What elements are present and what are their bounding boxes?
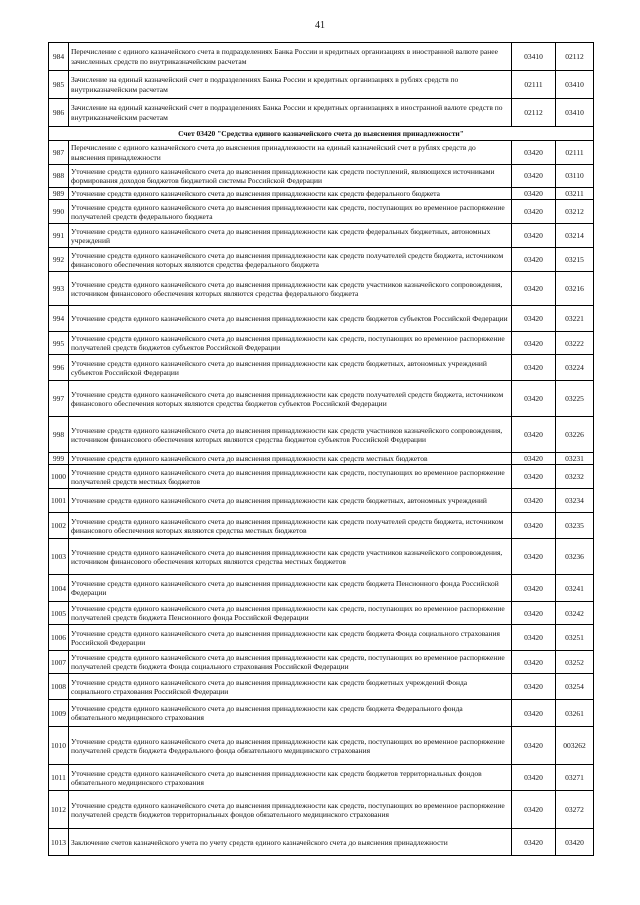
row-description: Уточнение средств единого казначейского счета до выяснения принадлежности как средств, поступающих во временное распоряжение получателей средств бюджета Федерального фонда обязательного медицинского страхования [69, 727, 512, 765]
table-row [49, 791, 594, 829]
debit-code: 03420 [512, 355, 556, 381]
credit-code: 03222 [556, 332, 594, 355]
credit-code: 03271 [556, 765, 594, 791]
credit-code: 03231 [556, 453, 594, 465]
credit-code: 02112 [556, 43, 594, 71]
debit-code: 02111 [512, 71, 556, 99]
row-description: Уточнение средств единого казначейского счета до выяснения принадлежности как средств бюджета Пенсионного фонда Российской Федерации [69, 575, 512, 602]
row-description: Уточнение средств единого казначейского счета до выяснения принадлежности как средств федеральных бюджетных, автономных учреждений [69, 224, 512, 248]
row-description: Уточнение средств единого казначейского счета до выяснения принадлежности как средств, поступающих во временное распоряжение получателей средств бюджета Пенсионного фонда Российской Федерации [69, 602, 512, 625]
row-description: Уточнение средств единого казначейского счета до выяснения принадлежности как средств поступлений, являющихся источниками формирования доходов бюджетов бюджетной системы Российской Федерации [69, 165, 512, 188]
row-number: 993 [49, 272, 69, 306]
row-description: Уточнение средств единого казначейского счета до выяснения принадлежности как средств, поступающих во временное распоряжение получателей средств федерального бюджета [69, 200, 512, 224]
row-description: Уточнение средств единого казначейского счета до выяснения принадлежности как средств, поступающих во временное распоряжение получателей средств бюджета Фонда социального страхования Российской Федерации [69, 651, 512, 674]
row-description: Перечисление с единого казначейского счета до выяснения принадлежности на единый казначейский счет в рублях средств до выяснения принадлежности [69, 141, 512, 165]
table-row [49, 489, 594, 513]
credit-code: 03261 [556, 700, 594, 727]
debit-code: 03420 [512, 165, 556, 188]
table-row [49, 332, 594, 355]
row-description: Уточнение средств единого казначейского счета до выяснения принадлежности как средств, поступающих во временное распоряжение получателей средств бюджетов территориальных фондов обязательного медицинского страхования [69, 791, 512, 829]
credit-code: 03241 [556, 575, 594, 602]
row-number: 1011 [49, 765, 69, 791]
table-row [49, 43, 594, 71]
row-description: Уточнение средств единого казначейского счета до выяснения принадлежности как средств получателей средств бюджета, источником финансового обеспечения которых являются средства бюджетов субъектов Российской Федерации [69, 381, 512, 417]
row-number: 1003 [49, 539, 69, 575]
credit-code: 03254 [556, 674, 594, 700]
row-description: Перечисление с единого казначейского счета в подразделениях Банка России и кредитных организациях в иностранной валюте ранее зачисленных средств по внутриказначейским расчетам [69, 43, 512, 71]
row-number: 990 [49, 200, 69, 224]
debit-code: 03420 [512, 651, 556, 674]
table-row [49, 99, 594, 127]
table-row [49, 417, 594, 453]
row-description: Уточнение средств единого казначейского счета до выяснения принадлежности как средств участников казначейского сопровождения, источником финансового обеспечения которых являются средства федерального бюджета [69, 272, 512, 306]
credit-code: 03410 [556, 99, 594, 127]
row-description: Уточнение средств единого казначейского счета до выяснения принадлежности как средств федерального бюджета [69, 188, 512, 200]
table-row [49, 200, 594, 224]
debit-code: 03420 [512, 381, 556, 417]
row-number: 994 [49, 306, 69, 332]
credit-code: 03215 [556, 248, 594, 272]
table-row [49, 381, 594, 417]
debit-code: 03420 [512, 272, 556, 306]
debit-code: 03420 [512, 791, 556, 829]
row-description: Уточнение средств единого казначейского счета до выяснения принадлежности как средств, поступающих во временное распоряжение получателей средств местных бюджетов [69, 465, 512, 489]
debit-code: 03420 [512, 248, 556, 272]
debit-code: 03420 [512, 224, 556, 248]
debit-code: 03420 [512, 200, 556, 224]
table-row [49, 355, 594, 381]
row-number: 988 [49, 165, 69, 188]
row-number: 984 [49, 43, 69, 71]
table-row [49, 71, 594, 99]
row-description: Уточнение средств единого казначейского счета до выяснения принадлежности как средств бюджетов территориальных фондов обязательного медицинского страхования [69, 765, 512, 791]
row-description: Уточнение средств единого казначейского счета до выяснения принадлежности как средств местных бюджетов [69, 453, 512, 465]
debit-code: 03420 [512, 625, 556, 651]
page-number: 41 [315, 20, 325, 31]
row-number: 991 [49, 224, 69, 248]
row-description: Уточнение средств единого казначейского счета до выяснения принадлежности как средств участников казначейского сопровождения, источником финансового обеспечения которых являются средства местных бюджетов [69, 539, 512, 575]
debit-code: 03420 [512, 765, 556, 791]
table-row [49, 765, 594, 791]
row-number: 1013 [49, 829, 69, 856]
table-row [49, 625, 594, 651]
debit-code: 03420 [512, 700, 556, 727]
credit-code: 03251 [556, 625, 594, 651]
row-description: Уточнение средств единого казначейского счета до выяснения принадлежности как средств участников казначейского сопровождения, источником финансового обеспечения которых являются средства бюджетов субъектов Российской Федерации [69, 417, 512, 453]
row-description: Уточнение средств единого казначейского счета до выяснения принадлежности как средств бюджетных, автономных учреждений субъектов Российской Федерации [69, 355, 512, 381]
row-description: Уточнение средств единого казначейского счета до выяснения принадлежности как средств бюджета Фонда социального страхования Российской Федерации [69, 625, 512, 651]
credit-code: 03224 [556, 355, 594, 381]
table-row [49, 651, 594, 674]
row-number: 1012 [49, 791, 69, 829]
table-row [49, 602, 594, 625]
credit-code: 03221 [556, 306, 594, 332]
row-number: 987 [49, 141, 69, 165]
debit-code: 03420 [512, 513, 556, 539]
row-number: 1005 [49, 602, 69, 625]
credit-code: 03226 [556, 417, 594, 453]
row-number: 996 [49, 355, 69, 381]
debit-code: 03420 [512, 453, 556, 465]
row-number: 1010 [49, 727, 69, 765]
debit-code: 03420 [512, 332, 556, 355]
credit-code: 03410 [556, 71, 594, 99]
row-description: Уточнение средств единого казначейского счета до выяснения принадлежности как средств бюджетных, автономных учреждений [69, 489, 512, 513]
credit-code: 03232 [556, 465, 594, 489]
debit-code: 03420 [512, 602, 556, 625]
row-description: Уточнение средств единого казначейского счета до выяснения принадлежности как средств, поступающих во временное распоряжение получателей средств бюджетов субъектов Российской Федерации [69, 332, 512, 355]
debit-code: 03420 [512, 306, 556, 332]
row-number: 1009 [49, 700, 69, 727]
row-number: 1001 [49, 489, 69, 513]
credit-code: 03110 [556, 165, 594, 188]
credit-code: 03242 [556, 602, 594, 625]
debit-code: 03420 [512, 539, 556, 575]
debit-code: 03420 [512, 727, 556, 765]
row-description: Уточнение средств единого казначейского счета до выяснения принадлежности как средств получателей средств бюджета, источником финансового обеспечения которых являются средства местных бюджетов [69, 513, 512, 539]
table-row [49, 513, 594, 539]
row-description: Зачисление на единый казначейский счет в подразделениях Банка России и кредитных организациях в рублях средств по внутриказначейским расчетам [69, 71, 512, 99]
debit-code: 03420 [512, 829, 556, 856]
debit-code: 03420 [512, 674, 556, 700]
debit-code: 03420 [512, 141, 556, 165]
row-description: Зачисление на единый казначейский счет в подразделениях Банка России и кредитных организациях в иностранной валюте средств по внутриказначейским расчетам [69, 99, 512, 127]
row-description: Заключение счетов казначейского учета по учету средств единого казначейского счета до выяснения принадлежности [69, 829, 512, 856]
row-number: 1004 [49, 575, 69, 602]
row-number: 1007 [49, 651, 69, 674]
debit-code: 03420 [512, 489, 556, 513]
credit-code: 03214 [556, 224, 594, 248]
table-body [49, 43, 594, 856]
table-row [49, 453, 594, 465]
credit-code: 03252 [556, 651, 594, 674]
table-row [49, 248, 594, 272]
debit-code: 02112 [512, 99, 556, 127]
row-number: 999 [49, 453, 69, 465]
debit-code: 03420 [512, 575, 556, 602]
table-row [49, 465, 594, 489]
row-number: 989 [49, 188, 69, 200]
credit-code: 03420 [556, 829, 594, 856]
row-number: 986 [49, 99, 69, 127]
credit-code: 03235 [556, 513, 594, 539]
debit-code: 03410 [512, 43, 556, 71]
row-number: 995 [49, 332, 69, 355]
table-row [49, 165, 594, 188]
section-title: Счет 03420 "Средства единого казначейского счета до выяснения принадлежности" [49, 127, 594, 141]
credit-code: 03234 [556, 489, 594, 513]
table-row [49, 727, 594, 765]
table-row [49, 272, 594, 306]
row-description: Уточнение средств единого казначейского счета до выяснения принадлежности как средств бюджета Федерального фонда обязательного медицинского страхования [69, 700, 512, 727]
credit-code: 03272 [556, 791, 594, 829]
credit-code: 03216 [556, 272, 594, 306]
row-number: 1000 [49, 465, 69, 489]
row-number: 985 [49, 71, 69, 99]
debit-code: 03420 [512, 417, 556, 453]
table-row [49, 306, 594, 332]
row-number: 1006 [49, 625, 69, 651]
table-row [49, 829, 594, 856]
table-row [49, 224, 594, 248]
credit-code: 03212 [556, 200, 594, 224]
table-row [49, 188, 594, 200]
credit-code: 003262 [556, 727, 594, 765]
credit-code: 03236 [556, 539, 594, 575]
table-row [49, 674, 594, 700]
credit-code: 03225 [556, 381, 594, 417]
section-header-row [49, 127, 594, 141]
credit-code: 02111 [556, 141, 594, 165]
row-number: 998 [49, 417, 69, 453]
table-row [49, 141, 594, 165]
table-row [49, 700, 594, 727]
row-description: Уточнение средств единого казначейского счета до выяснения принадлежности как средств получателей средств бюджета, источником финансового обеспечения которых являются средства федерального бюджета [69, 248, 512, 272]
accounting-table [48, 42, 594, 856]
credit-code: 03211 [556, 188, 594, 200]
debit-code: 03420 [512, 188, 556, 200]
row-number: 992 [49, 248, 69, 272]
debit-code: 03420 [512, 465, 556, 489]
row-description: Уточнение средств единого казначейского счета до выяснения принадлежности как средств бюджетных учреждений Фонда социального страхования Российской Федерации [69, 674, 512, 700]
row-number: 1002 [49, 513, 69, 539]
row-number: 1008 [49, 674, 69, 700]
table-row [49, 539, 594, 575]
row-description: Уточнение средств единого казначейского счета до выяснения принадлежности как средств бюджетов субъектов Российской Федерации [69, 306, 512, 332]
table-row [49, 575, 594, 602]
row-number: 997 [49, 381, 69, 417]
